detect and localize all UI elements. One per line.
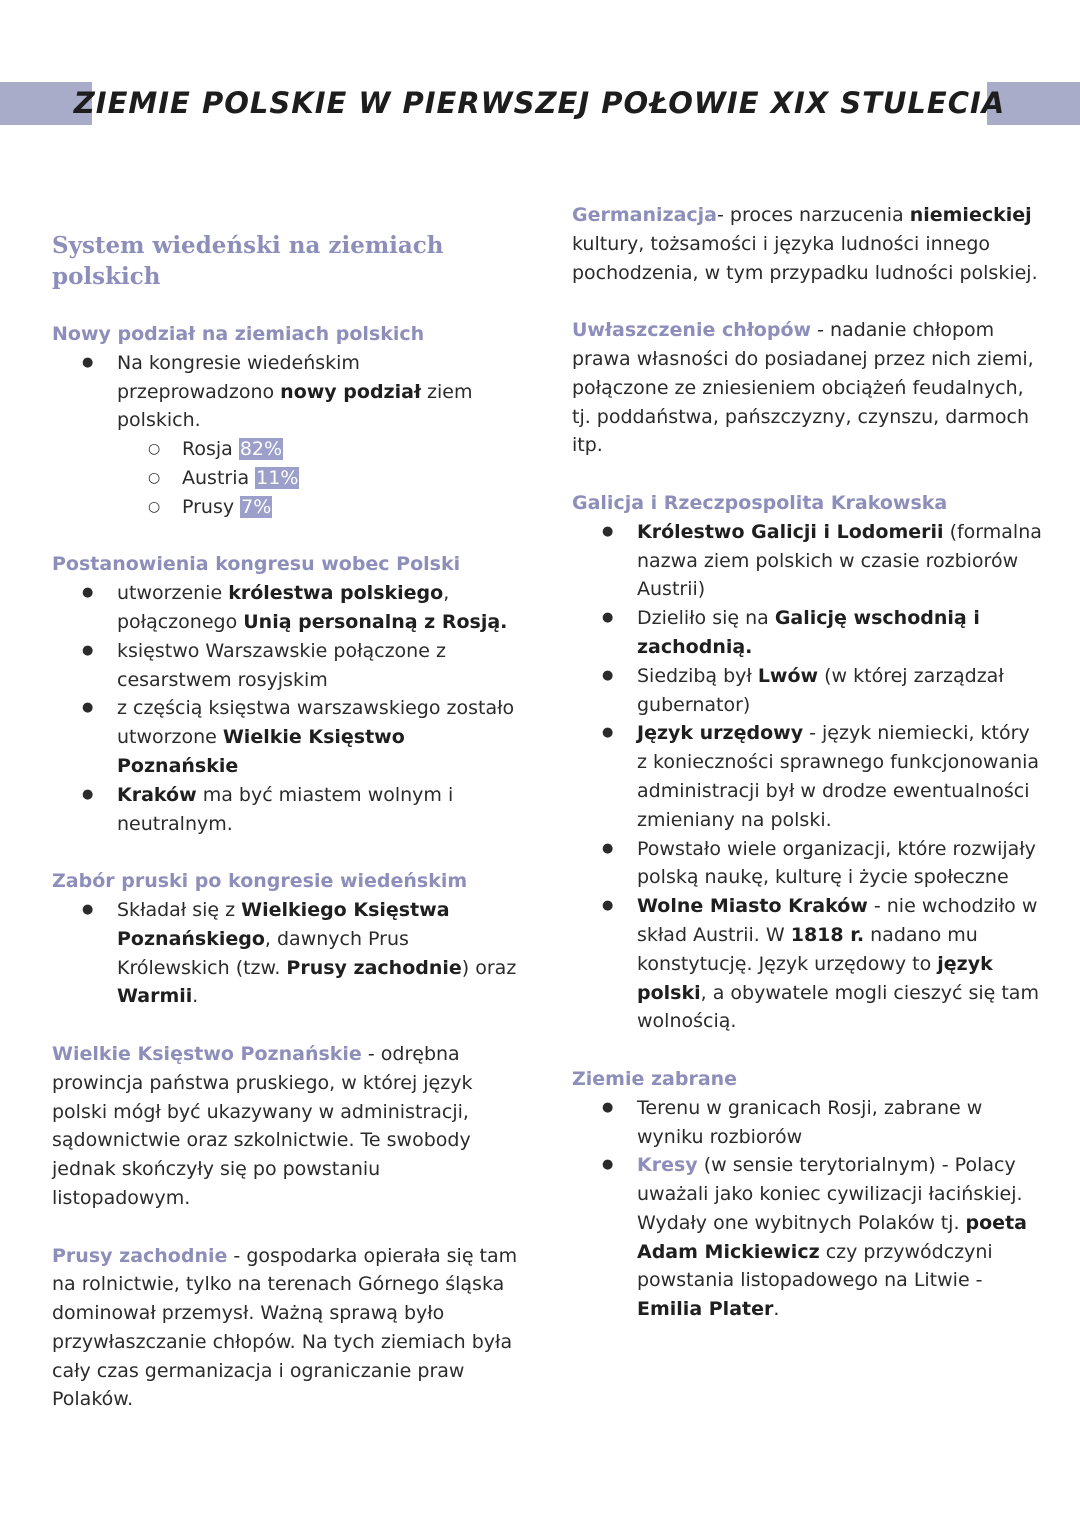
list-item: ● Terenu w granicach Rosji, zabrane w wyniku rozbiorów — [572, 1094, 1042, 1152]
subheading-new-division: Nowy podział na ziemiach polskich — [52, 323, 425, 345]
list-item: ● Powstało wiele organizacji, które rozwijały polską naukę, kulturę i życie społeczne — [572, 835, 1042, 893]
partition-item-russia: ○ Rosja 82% — [52, 435, 522, 464]
subheading-congress-decisions: Postanowienia kongresu wobec Polski — [52, 553, 461, 576]
percentage-badge: 82% — [239, 438, 283, 461]
partition-item-prussia: ○ Prusy 7% — [52, 493, 522, 522]
list-item: ● Wolne Miasto Kraków - nie wchodziło w skład Austrii. W 1818 r. nadano mu konstytucję. Język urzędowy to język polski, a obywatele mogli cieszyć się tam wolnością. — [572, 892, 1042, 1036]
list-item: ● Siedzibą był Lwów (w której zarządzał gubernator) — [572, 662, 1042, 720]
list-item: ● Język urzędowy - język niemiecki, który z konieczności sprawnego funkcjonowania administracji był w drodze ewentualności zmieniany na polski. — [572, 719, 1042, 834]
page-title: ZIEMIE POLSKIE W PIERWSZEJ POŁOWIE XIX STULECIA — [73, 86, 1006, 120]
list-item: ● Królestwo Galicji i Lodomerii (formalna nazwa ziem polskich w czasie rozbiorów Austrii) — [572, 518, 1042, 604]
paragraph-west-prussia: Prusy zachodnie - gospodarka opierała się tam na rolnictwie, tylko na terenach Górnego śląska dominował przemysł. Ważną sprawą było przywłaszczanie chłopów. Na tych ziemiach była cały czas germanizacja i ograniczanie praw Polaków. — [52, 1244, 518, 1411]
list-item: ● utworzenie królestwa polskiego, połączonego Unią personalną z Rosją. — [52, 579, 522, 637]
list-congress-decisions — [52, 579, 522, 838]
paragraph-enfranchisement: Uwłaszczenie chłopów - nadanie chłopom prawa własności do posiadanej przez nich ziemi, połączone ze zniesieniem obciążeń feudalnych, tj. poddaństwa, pańszczyzny, czynszu, darmoch itp. — [572, 319, 1034, 457]
paragraph-germanization: Germanizacja- proces narzucenia niemieckiej kultury, tożsamości i języka ludności innego pochodzenia, w tym przypadku ludności polskiej. — [572, 204, 1038, 284]
list-galicia — [572, 518, 1042, 1036]
title-box — [73, 80, 1006, 126]
partition-list — [117, 435, 522, 521]
right-column — [572, 201, 1042, 1324]
subheading-prussian-partition: Zabór pruski po kongresie wiedeńskim — [52, 870, 468, 893]
list-item: ● księstwo Warszawskie połączone z cesarstwem rosyjskim — [52, 637, 522, 695]
paragraph-grand-duchy: Wielkie Księstwo Poznańskie - odrębna prowincja państwa pruskiego, w której język polski mógł być ukazywany w administracji, sądownictwie oraz szkolnictwie. Te swobody jednak skończyły się po powstaniu listopadowym. — [52, 1042, 473, 1209]
percentage-badge: 7% — [241, 495, 272, 518]
list-new-division — [52, 349, 522, 522]
subheading-taken-lands: Ziemie zabrane — [572, 1067, 738, 1090]
list-item: ● Kraków ma być miastem wolnym i neutralnym. — [52, 781, 522, 839]
section-heading: System wiedeński na ziemiach polskich — [52, 232, 444, 290]
list-item: ● Składał się z Wielkiego Księstwa Poznańskiego, dawnych Prus Królewskich (tzw. Prusy zachodnie) oraz Warmii. — [52, 896, 522, 1011]
partition-item-austria: ○ Austria 11% — [52, 464, 522, 493]
subheading-galicia: Galicja i Rzeczpospolita Krakowska — [572, 491, 948, 514]
percentage-badge: 11% — [256, 466, 299, 489]
list-prussian-partition — [52, 896, 522, 1011]
list-taken-lands — [572, 1094, 1042, 1324]
list-item: ● Dzieliło się na Galicję wschodnią i zachodnią. — [572, 604, 1042, 662]
list-item: ● Na kongresie wiedeńskim przeprowadzono nowy podział ziem polskich. ○ Rosja 82% ○ Austria 11% ○ Prusy 7% — [52, 349, 522, 522]
list-item: ● Kresy (w sensie terytorialnym) - Polacy uważali jako koniec cywilizacji łacińskiej. Wydały one wybitnych Polaków tj. poeta Adam Mickiewicz czy przywódczyni powstania listopadowego na Litwie - Emilia Plater. — [572, 1151, 1042, 1324]
left-column — [52, 230, 522, 1414]
list-item: ● z częścią księstwa warszawskiego zostało utworzone Wielkie Księstwo Poznańskie — [52, 694, 522, 780]
